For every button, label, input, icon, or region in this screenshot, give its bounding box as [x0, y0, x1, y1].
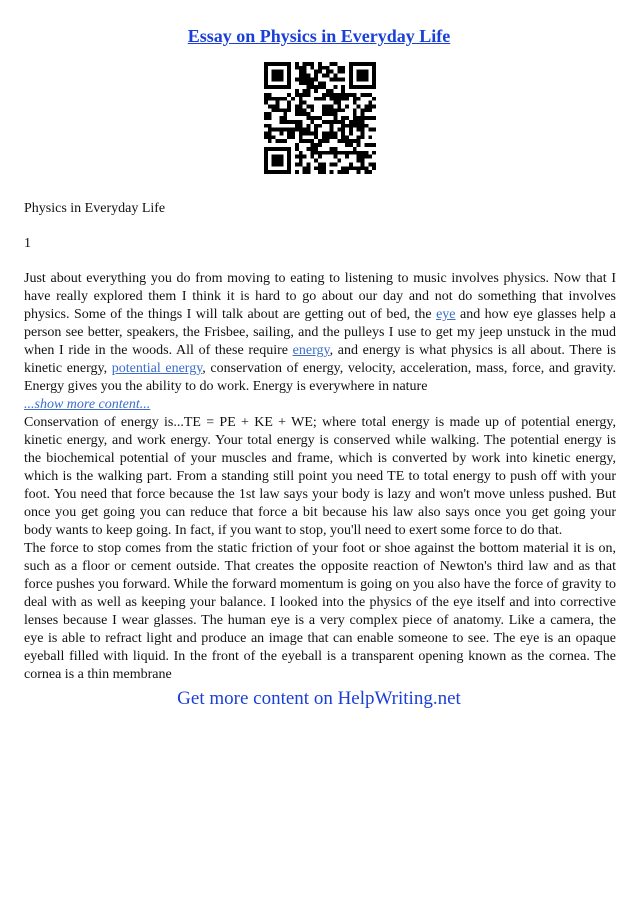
paragraph-1 [24, 270, 616, 396]
paragraph-text: , and energy is what physics is all about. There is kinetic energy, [24, 343, 616, 376]
show-more-link[interactable]: ...show more content... [24, 397, 151, 412]
document-title[interactable]: Essay on Physics in Everyday Life [187, 26, 451, 46]
paragraph-3: The force to stop comes from the static friction of your foot or shoe against the bottom material it is on, such as a floor or cement outside. That creates the opposite reaction of Newton's third law and as that force pushes you forward. While the forward momentum is going on you also have the force of gravity to deal with as well as keeping your balance. I looked into the physics of the eye itself and into corrective lenses because I wear glasses. The human eye is a very complex piece of anatomy. Like a camera, the eye is able to refract light and produce an image that can enable someone to see. The eye is an opaque eyeball filled with liquid. In the front of the eyeball is a transparent opening known as the cornea. The cornea is a thin membrane [24, 541, 616, 682]
paragraph-text: and how eye glasses help a person see better, speakers, the Frisbee, sailing, and the pulleys I use to get my jeep unstuck in the mud when I ride in the woods. All of these require [24, 307, 616, 358]
paragraph-text: , conservation of energy, velocity, acceleration, mass, force, and gravity. Energy gives you the ability to do work. Energy is everywhere in nature [24, 361, 616, 394]
essay-heading: Physics in Everyday Life [24, 201, 166, 216]
link-potential-energy[interactable]: potential energy [111, 361, 203, 376]
page-number: 1 [24, 236, 31, 251]
link-energy[interactable]: energy [292, 343, 330, 358]
get-more-content-link[interactable]: Get more content on HelpWriting.net [177, 688, 461, 709]
qr-code-icon [264, 62, 376, 174]
link-eye[interactable]: eye [436, 307, 456, 322]
paragraph-text: Just about everything you do from moving to eating to listening to music involves physics. Now that I have really explored them I think it is hard to go about our day and not do something that involves physics. Some of the things I will talk about are getting out of bed, the [24, 271, 616, 322]
essay-body [24, 270, 616, 684]
paragraph-2: Conservation of energy is...TE = PE + KE + WE; where total energy is made up of potential energy, kinetic energy, and work energy. Your total energy is conserved while walking. The potential energy is the biochemical potential of your muscles and frame, which is converted by work into kinetic energy, which is the walking part. From a standing still point you need TE to total energy to push off with your foot. You need that force because the 1st law says your body is lazy and won't move unless pushed. But once you get going you can reduce that force a bit because his law also says once you get going your body wants to keep going. In fact, if you want to stop, you'll need to exert some force to do that. [24, 415, 616, 538]
